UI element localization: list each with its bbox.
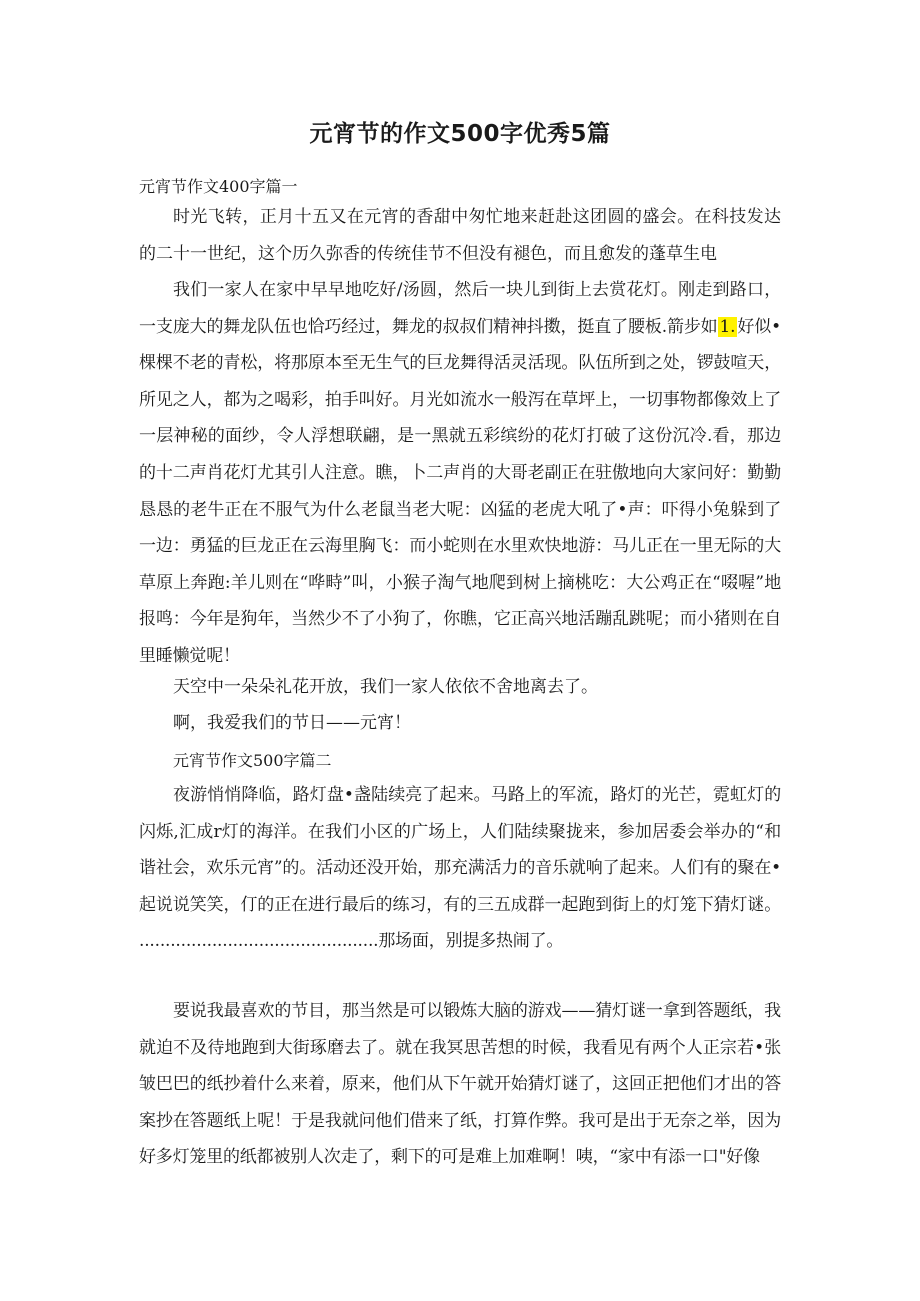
paragraph-text: 啊，我爱我们的节日——元宵！	[173, 713, 411, 733]
paragraph-text: 天空中一朵朵礼花开放，我们一家人依依不舍地离去了。	[173, 677, 598, 697]
paragraph-text: 要说我最喜欢的节目，那当然是可以锻炼大脑的游戏——猜灯谜一拿到答题纸，我就迫不及待地跑到大街琢磨去了。就在我冥思苦想的时候，我看见有两个人正宗若•张皱巴巴的纸抄着什么来着，原来，他们从下午就开始猜灯谜了，这回正把他们才出的答案抄在答题纸上呢！于是我就问他们借来了纸，打算作弊。我可是出于无奈之举，因为好多灯笼里的纸都被别人次走了，剩下的可是难上加难啊！咦，“家中有添一口"好像	[139, 1001, 781, 1168]
paragraph-text: 夜游悄悄降临，路灯盘•盏陆续亮了起来。马路上的军流，路灯的光芒，霓虹灯的闪烁,汇成r灯的海洋。在我们小区的广场上，人们陆续聚拢来，参加居委会举办的“和谐社会，欢乐元宵”的。活动还没开始，那充满活力的音乐就响了起来。人们有的聚在•起说说笑笑，仃的正在进行最后的练习，有的三五成群一起跑到街上的灯笼下猜灯谜。 ..............................................那场面，别提多热闹了。	[139, 785, 781, 952]
highlighted-text: 1.	[719, 316, 736, 337]
paragraph	[139, 199, 781, 272]
paragraph-text: 时光飞转，正月十五又在元宵的香甜中匆忙地来赶赴这团圆的盛会。在科技发达的二十一世纪，这个历久弥香的传统佳节不但没有褪色，而且愈发的蓬草生电	[139, 207, 781, 264]
paragraph	[139, 669, 781, 706]
section-heading-2: 元宵节作文500字篇二	[173, 751, 332, 770]
document-title: 元宵节的作文500字优秀5篇	[309, 121, 611, 147]
paragraph	[139, 272, 781, 675]
paragraph	[139, 993, 781, 1176]
paragraph	[139, 777, 781, 960]
paragraph	[139, 705, 781, 742]
paragraph-text: 好似•棵棵不老的青松，将那原本至无生气的巨龙舞得活灵活现。队伍所到之处，锣鼓喧天，所见之人，都为之喝彩，拍手叫好。月光如流水一般泻在草坪上，一切事物都像效上了一层神秘的面纱，令人浮想联翩，是一黑就五彩缤纷的花灯打破了这份沉冷.看，那边的十二声肖花灯尤其引人注意。瞧，卜二声肖的大哥老副正在驻傲地向大家问好：勤勤恳恳的老牛正在不服气为什么老鼠当老大呢：凶猛的老虎大吼了•声：吓得小兔躲到了一边：勇猛的巨龙正在云海里胸飞：而小蛇则在水里欢快地游：马儿正在一里无际的大草原上奔跑:羊儿则在“哗畤”叫，小猴子淘气地爬到树上摘桃吃：大公鸡正在“啜喔”地报鸣：今年是狗年，当然少不了小狗了，你瞧，它正高兴地活蹦乱跳呢；而小猪则在自里睡懒觉呢！	[139, 316, 781, 666]
section-heading-1: 元宵节作文400字篇一	[139, 177, 298, 196]
paragraph-text: 我们一家人在家中早早地吃好/汤圆，然后一块儿到街上去赏花灯。刚走到路口，一支庞大的舞龙队伍也恰巧经过，舞龙的叔叔们精神抖擞，挺直了腰板.箭步如	[139, 280, 781, 337]
